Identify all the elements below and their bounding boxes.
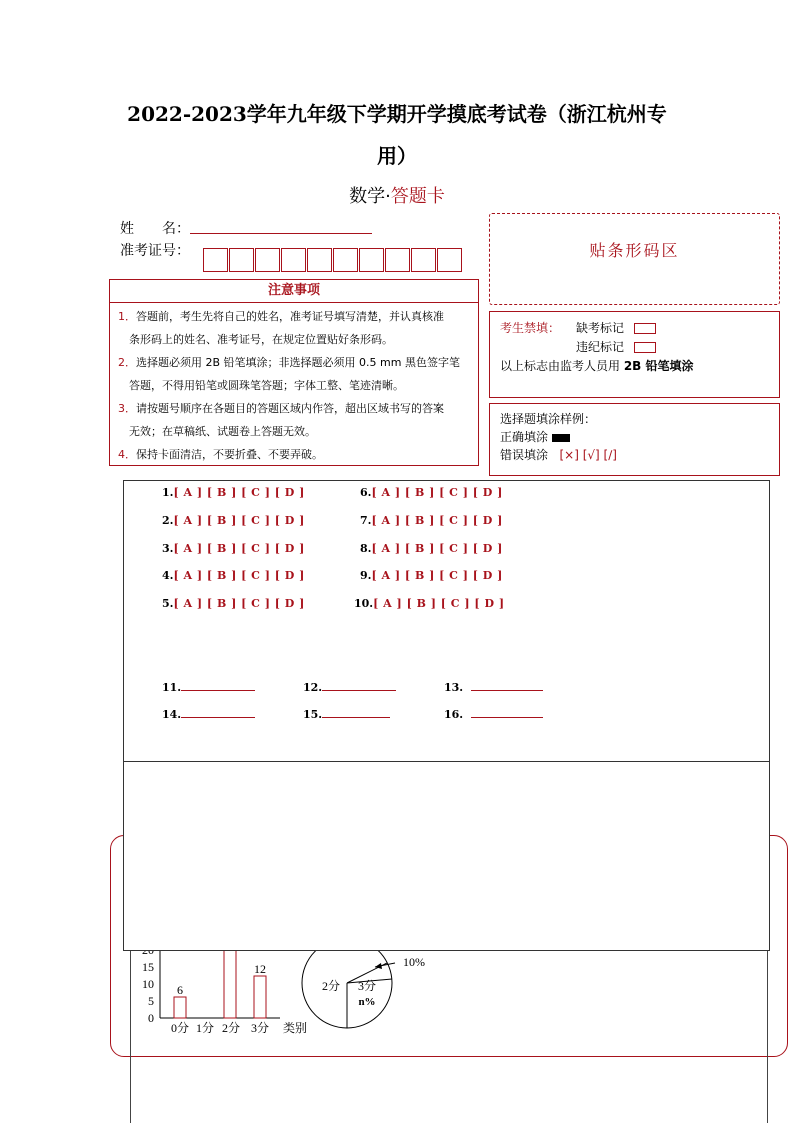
bar-data-label: 6 xyxy=(177,983,183,997)
x-tick-label: 2分 xyxy=(221,1021,241,1035)
x-tick-label: 0分 xyxy=(170,1021,190,1035)
pie-label: n% xyxy=(358,996,376,1008)
fill-blank[interactable]: 14. xyxy=(162,707,255,721)
mc-question[interactable]: 5.[ A ] [ B ] [ C ] [ D ] xyxy=(162,597,305,610)
page-subtitle xyxy=(0,182,794,208)
notice-item: 1．答题前，考生先将自己的姓名，准考证号填写清楚，并认真核准 xyxy=(118,310,444,323)
id-digit-box[interactable] xyxy=(203,248,228,272)
mc-question[interactable]: 10.[ A ] [ B ] [ C ] [ D ] xyxy=(354,597,505,610)
y-tick-label: 0 xyxy=(148,1011,154,1025)
notice-item: 条形码上的姓名、准考证号，在规定位置贴好条形码。 xyxy=(129,333,393,346)
id-digit-box[interactable] xyxy=(281,248,306,272)
id-digit-box[interactable] xyxy=(385,248,410,272)
wrong-sample: 错误填涂 [×] [√] [∕] xyxy=(500,448,617,462)
bar-3-score xyxy=(254,976,266,1018)
answer-box-divider xyxy=(124,761,769,762)
mc-question[interactable]: 1.[ A ] [ B ] [ C ] [ D ] xyxy=(162,486,305,499)
barcode-label: 贴条形码区 xyxy=(589,241,680,260)
x-tick-label: 1分 xyxy=(195,1021,215,1035)
violation-mark[interactable]: 违纪标记 xyxy=(576,338,656,355)
mc-question[interactable]: 9.[ A ] [ B ] [ C ] [ D ] xyxy=(360,569,503,582)
fill-sample-panel xyxy=(489,403,780,476)
id-digit-box[interactable] xyxy=(307,248,332,272)
pie-label: 3分 xyxy=(357,979,377,993)
mc-question[interactable]: 2.[ A ] [ B ] [ C ] [ D ] xyxy=(162,514,305,527)
absent-mark[interactable]: 缺考标记 xyxy=(576,319,656,336)
x-tick-label: 3分 xyxy=(250,1021,270,1035)
y-tick-label: 5 xyxy=(148,994,154,1008)
fill-blank[interactable]: 11. xyxy=(162,680,255,694)
mc-question[interactable]: 7.[ A ] [ B ] [ C ] [ D ] xyxy=(360,514,503,527)
sample-title: 选择题填涂样例： xyxy=(500,412,597,426)
fill-blank[interactable]: 12. xyxy=(303,680,396,694)
wrong-marks: [×] [√] [∕] xyxy=(559,448,617,462)
y-tick-label: 15 xyxy=(142,960,154,974)
page-title: 2022-2023学年九年级下学期开学摸底考试卷（浙江杭州专 xyxy=(127,102,667,126)
forbidden-note: 以上标志由监考人员用 2B 铅笔填涂 xyxy=(500,359,694,373)
fill-blank[interactable]: 13. xyxy=(444,680,543,694)
subject-label: 数学· xyxy=(349,186,391,207)
id-digit-box[interactable] xyxy=(229,248,254,272)
notice-item: 答题，不得用铅笔或圆珠笔答题；字体工整、笔迹清晰。 xyxy=(129,379,404,392)
mc-question[interactable]: 3.[ A ] [ B ] [ C ] [ D ] xyxy=(162,542,305,555)
violation-mark-box[interactable] xyxy=(634,342,656,353)
mc-question[interactable]: 8.[ A ] [ B ] [ C ] [ D ] xyxy=(360,542,503,555)
pie-label: 2分 xyxy=(321,979,341,993)
notice-item: 4．保持卡面清洁，不要折叠、不要弄破。 xyxy=(118,448,323,461)
forbidden-label: 考生禁填： xyxy=(500,321,561,335)
card-label: 答题卡 xyxy=(390,186,445,207)
id-label: 准考证号： xyxy=(120,243,190,259)
correct-sample: 正确填涂 xyxy=(500,428,570,445)
fill-blank[interactable]: 15. xyxy=(303,707,390,721)
id-digit-box[interactable] xyxy=(437,248,462,272)
fill-blank[interactable]: 16. xyxy=(444,707,543,721)
answer-box xyxy=(123,480,770,951)
notice-heading: 注意事项 xyxy=(110,280,478,303)
name-field[interactable] xyxy=(190,233,372,234)
y-tick-label: 10 xyxy=(142,977,154,991)
x-axis-label: 类别 xyxy=(282,1021,308,1035)
notice-item: 2．选择题必须用 2B 铅笔填涂；非选择题必须用 0.5 mm 黑色签字笔 xyxy=(118,356,460,369)
bar-2-score xyxy=(224,948,236,1018)
filled-mark-icon xyxy=(552,434,570,442)
notice-item: 无效；在草稿纸、试题卷上答题无效。 xyxy=(129,425,316,438)
pie-label: 10% xyxy=(403,955,425,969)
mc-question[interactable]: 4.[ A ] [ B ] [ C ] [ D ] xyxy=(162,569,305,582)
bar-0-score xyxy=(174,997,186,1018)
name-label: 姓 名： xyxy=(120,221,190,237)
page-title-continued: 用） xyxy=(377,144,417,168)
bar-data-label: 12 xyxy=(254,962,266,976)
proctor-marks-panel xyxy=(489,311,780,398)
id-digit-box[interactable] xyxy=(255,248,280,272)
notice-panel xyxy=(109,279,479,466)
id-digit-box[interactable] xyxy=(411,248,436,272)
id-digit-box[interactable] xyxy=(359,248,384,272)
mc-question[interactable]: 6.[ A ] [ B ] [ C ] [ D ] xyxy=(360,486,503,499)
barcode-area xyxy=(489,213,780,305)
id-digit-box[interactable] xyxy=(333,248,358,272)
notice-item: 3．请按题号顺序在各题目的答题区域内作答，超出区域书写的答案 xyxy=(118,402,444,415)
absent-mark-box[interactable] xyxy=(634,323,656,334)
exam-id-boxes[interactable] xyxy=(203,248,463,272)
